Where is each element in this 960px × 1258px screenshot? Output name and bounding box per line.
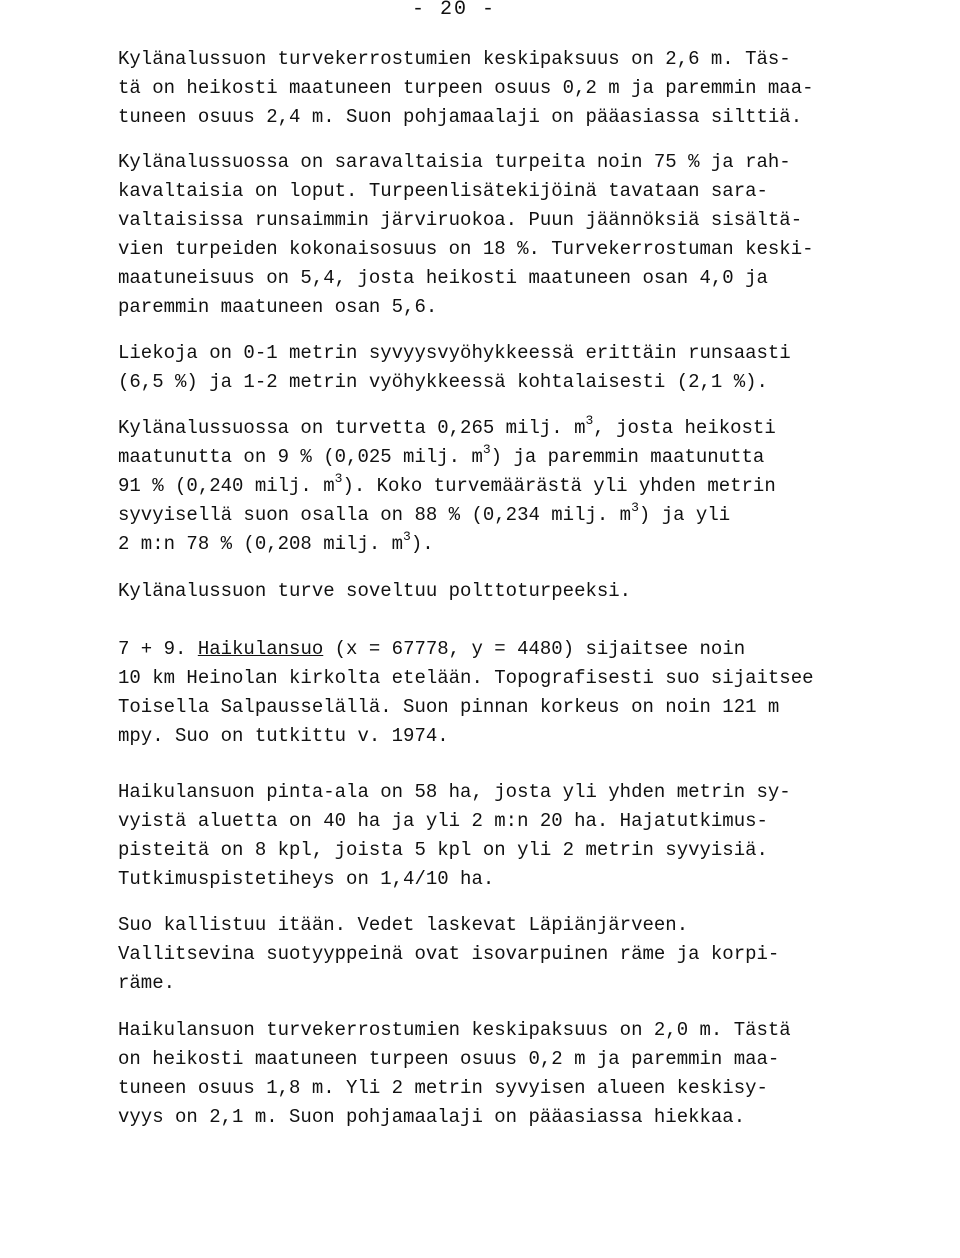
text-fragment: 2 m:n 78 % (0,208 milj. m — [118, 533, 404, 555]
section-heading-line — [118, 635, 858, 664]
page-number: - 20 - — [412, 0, 497, 21]
text-line: vyistä aluetta on 40 ha ja yli 2 m:n 20 ha. Hajatutkimus- — [118, 810, 768, 832]
superscript: 3 — [585, 413, 594, 428]
text-line: tuneen osuus 2,4 m. Suon pohjamaalaji on pääasiassa silttiä. — [118, 106, 803, 128]
paragraph-haikulansuo-location — [118, 635, 858, 751]
text-fragment: Kylänalussuossa on turvetta 0,265 milj. m — [118, 417, 586, 439]
paragraph-haikulansuo-drainage — [118, 911, 858, 998]
text-line: kavaltaisia on loput. Turpeenlisätekijöinä tavataan sara- — [118, 180, 768, 202]
text-line: Toisella Salpausselällä. Suon pinnan korkeus on noin 121 m — [118, 696, 780, 718]
paragraph-kylanalussuo-suitability — [118, 577, 858, 606]
text-line: maatuneisuus on 5,4, josta heikosti maatuneen osan 4,0 ja — [118, 267, 768, 289]
text-line: Kylänalussuon turve soveltuu polttoturpeeksi. — [118, 580, 632, 602]
paragraph-kylanalussuo-stumps — [118, 339, 858, 397]
text-line: tuneen osuus 1,8 m. Yli 2 metrin syvyisen alueen keskisy- — [118, 1077, 768, 1099]
superscript: 3 — [631, 500, 639, 515]
text-line: mpy. Suo on tutkittu v. 1974. — [118, 725, 449, 747]
text-line: paremmin maatuneen osan 5,6. — [118, 296, 438, 318]
text-line: Kylänalussuon turvekerrostumien keskipaksuus on 2,6 m. Täs- — [118, 48, 791, 70]
text-fragment: ) ja paremmin maatunutta — [490, 446, 765, 468]
text-line: Vallitsevina suotyyppeinä ovat isovarpuinen räme ja korpi- — [118, 943, 780, 965]
text-line: tä on heikosti maatuneen turpeen osuus 0,2 m ja paremmin maa- — [118, 77, 814, 99]
text-line: (6,5 %) ja 1-2 metrin vyöhykkeessä kohtalaisesti (2,1 %). — [118, 371, 768, 393]
text-line: valtaisissa runsaimmin järviruokoa. Puun jäännöksiä sisältä- — [118, 209, 803, 231]
text-line: Haikulansuon pinta-ala on 58 ha, josta yli yhden metrin sy- — [118, 781, 791, 803]
text-line: Liekoja on 0-1 metrin syvyysvyöhykkeessä erittäin runsaasti — [118, 342, 791, 364]
paragraph-kylanalussuo-thickness — [118, 45, 858, 132]
text-line — [118, 530, 858, 559]
text-line: Suo kallistuu itään. Vedet laskevat Läpiänjärveen. — [118, 914, 689, 936]
text-line: Tutkimuspistetiheys on 1,4/10 ha. — [118, 868, 495, 890]
site-name: Haikulansuo — [197, 638, 324, 660]
paragraph-haikulansuo-area — [118, 778, 858, 894]
text-line: vien turpeiden kokonaisosuus on 18 %. Turvekerrostuman keski- — [118, 238, 814, 260]
superscript: 3 — [482, 442, 491, 457]
superscript: 3 — [334, 471, 343, 486]
superscript: 3 — [403, 529, 411, 544]
text-line: on heikosti maatuneen turpeen osuus 0,2 m ja paremmin maa- — [118, 1048, 780, 1070]
text-line: vyys on 2,1 m. Suon pohjamaalaji on pääasiassa hiekkaa. — [118, 1106, 746, 1128]
text-line: 10 km Heinolan kirkolta etelään. Topografisesti suo sijaitsee — [118, 667, 814, 689]
text-line — [118, 443, 858, 472]
text-line — [118, 414, 858, 443]
text-fragment: ). — [410, 533, 434, 555]
text-fragment: syvyisellä suon osalla on 88 % (0,234 milj. m — [118, 504, 632, 526]
text-fragment: , josta heikosti — [593, 417, 776, 439]
text-line — [118, 501, 858, 530]
section-number: 7 + 9. — [118, 638, 198, 660]
text-line: Kylänalussuossa on saravaltaisia turpeita noin 75 % ja rah- — [118, 151, 791, 173]
text-line — [118, 472, 858, 501]
text-fragment: maatunutta on 9 % (0,025 milj. m — [118, 446, 483, 468]
text-fragment: ) ja yli — [638, 504, 731, 526]
text-line: räme. — [118, 972, 176, 994]
text-line: Haikulansuon turvekerrostumien keskipaksuus on 2,0 m. Tästä — [118, 1019, 791, 1041]
text-fragment: ). Koko turvemäärästä yli yhden metrin — [342, 475, 776, 497]
paragraph-kylanalussuo-peat-types — [118, 148, 858, 322]
text-fragment: (x = 67778, y = 4480) sijaitsee noin — [323, 638, 746, 660]
text-line: pisteitä on 8 kpl, joista 5 kpl on yli 2 metrin syvyisiä. — [118, 839, 768, 861]
text-fragment: 91 % (0,240 milj. m — [118, 475, 335, 497]
paragraph-kylanalussuo-volume — [118, 414, 858, 559]
paragraph-haikulansuo-thickness — [118, 1016, 858, 1132]
